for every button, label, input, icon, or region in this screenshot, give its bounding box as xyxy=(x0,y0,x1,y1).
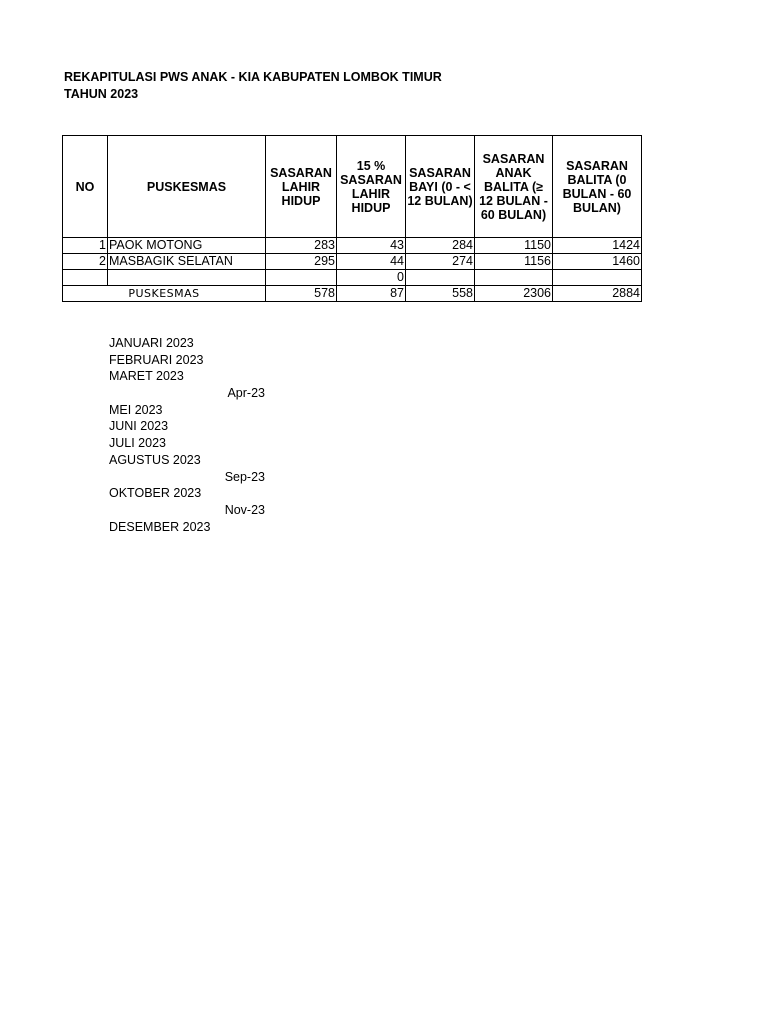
cell-puskesmas xyxy=(108,270,266,286)
month-item: AGUSTUS 2023 xyxy=(109,452,201,467)
cell-bayi xyxy=(406,270,475,286)
cell-lahir-hidup xyxy=(266,270,337,286)
cell-anak-balita xyxy=(475,270,553,286)
cell-15pct: 43 xyxy=(337,238,406,254)
cell-15pct: 0 xyxy=(337,270,406,286)
table-row xyxy=(63,238,642,254)
total-balita: 2884 xyxy=(553,286,642,302)
cell-no: 2 xyxy=(63,254,108,270)
month-item: JANUARI 2023 xyxy=(109,336,194,350)
column-header-no: NO xyxy=(63,136,108,238)
month-item: Sep-23 xyxy=(224,469,265,484)
cell-bayi: 274 xyxy=(406,254,475,270)
month-item: MEI 2023 xyxy=(109,402,163,417)
column-header-sasaran-anak-balita: SASARAN ANAK BALITA (≥ 12 BULAN - 60 BULAN) xyxy=(475,136,553,238)
month-list xyxy=(0,335,400,535)
column-header-sasaran-lahir-hidup: SASARAN LAHIR HIDUP xyxy=(266,136,337,238)
report-year: TAHUN 2023 xyxy=(64,87,139,101)
month-item: Apr-23 xyxy=(227,386,265,401)
table-header-row xyxy=(63,136,642,238)
cell-puskesmas: PAOK MOTONG xyxy=(108,238,266,254)
cell-puskesmas: MASBAGIK SELATAN xyxy=(108,254,266,270)
total-row xyxy=(63,286,642,302)
column-header-puskesmas: PUSKESMAS xyxy=(108,136,266,238)
month-item: MARET 2023 xyxy=(109,369,184,384)
total-lahir-hidup: 578 xyxy=(266,286,337,302)
report-title: REKAPITULASI PWS ANAK - KIA KABUPATEN LOMBOK TIMUR xyxy=(64,70,442,84)
table-row xyxy=(63,254,642,270)
total-anak-balita: 2306 xyxy=(475,286,553,302)
month-item: JUNI 2023 xyxy=(109,419,169,434)
column-header-sasaran-balita: SASARAN BALITA (0 BULAN - 60 BULAN) xyxy=(553,136,642,238)
cell-balita xyxy=(553,270,642,286)
cell-15pct: 44 xyxy=(337,254,406,270)
cell-no xyxy=(63,270,108,286)
month-item: DESEMBER 2023 xyxy=(109,519,211,534)
month-item: Nov-23 xyxy=(224,502,265,517)
column-header-15pct-lahir-hidup: 15 % SASARAN LAHIR HIDUP xyxy=(337,136,406,238)
month-item: FEBRUARI 2023 xyxy=(109,352,204,367)
cell-lahir-hidup: 295 xyxy=(266,254,337,270)
total-bayi: 558 xyxy=(406,286,475,302)
month-item: OKTOBER 2023 xyxy=(109,486,202,501)
column-header-sasaran-bayi: SASARAN BAYI (0 - < 12 BULAN) xyxy=(406,136,475,238)
recap-table xyxy=(62,135,642,302)
cell-anak-balita: 1150 xyxy=(475,238,553,254)
cell-bayi: 284 xyxy=(406,238,475,254)
table-row xyxy=(63,270,642,286)
cell-balita: 1424 xyxy=(553,238,642,254)
cell-balita: 1460 xyxy=(553,254,642,270)
total-15pct: 87 xyxy=(337,286,406,302)
cell-lahir-hidup: 283 xyxy=(266,238,337,254)
total-label: PUSKESMAS xyxy=(63,286,266,302)
cell-anak-balita: 1156 xyxy=(475,254,553,270)
month-item: JULI 2023 xyxy=(109,436,166,451)
cell-no: 1 xyxy=(63,238,108,254)
